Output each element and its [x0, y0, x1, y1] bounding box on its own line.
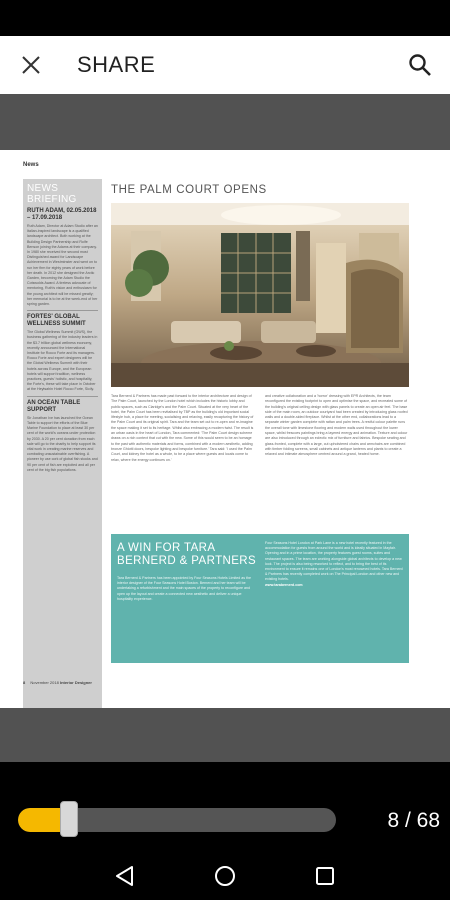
news-briefing-title: NEWS BRIEFING	[27, 183, 77, 205]
teal-box-left-text: Tara Bernerd & Partners has been appointed by Four Seasons Hotels Limited as the interior designer of the Four Seasons Hotel Boston. Bernerd and her team will be undertaking a refurbishment and the main spaces of the property to reconfigure and open up the layout and create a connected new aesthetic and deliver a unique hospitality experience.	[117, 576, 252, 601]
document-viewer[interactable]	[0, 94, 450, 762]
footer-publication: Interior Designer	[59, 680, 92, 685]
sidebar-item-text: Sir Jonathan Ive has launched the Ocean Table to support the efforts of the Blue Marine Foundation to place at least 30 per cent of the world's oceans under protection by 2030. A 20 per cent donation from each sale will go to the charity to help support its vital work in creating marine reserves and combating unsustainable overfishing. A pioneer by use cork of global fish stocks and 90 per cent of fish are exploited and all per cent of the big fish populations.	[27, 415, 98, 472]
app-bar	[0, 36, 450, 94]
viewer-bottom-margin	[0, 708, 450, 762]
status-bar	[0, 0, 450, 36]
article-column-2: and creative collaboration and a 'horror' dressing with EPR Architects, the team reconfigured the existing footprint to open and optimise the space, and recreated some of the building's original ceiling design with glass panels to create an open air feel. The base side of the main room, an outdoor courtyard had been created by introducing glass roofed walls and a double-sided fireplace. Whilst at the other end, collaborations lead to a separate winter garden complete with rattan and palm trees. A restful colour palette runs the overall tone with limestone flooring and modern walls used throughout the lower space, whilst frescoes paintings bring a layered energy and animation. Texture and colour are also introduced through an eclectic mix of furniture and fabrics. Bespoke seating and glass-fronted, complete with a large, cut upholstered chairs and armchairs are combined with timber folding screens, small cabinets and antique lanterns and plants to create a relaxed and intimate atmosphere centred around a grand, heated home.	[265, 394, 408, 457]
page-counter: 8 / 68	[387, 809, 440, 832]
teal-box-right-text: Four Seasons Hotel London at Park Lane is a new hotel recently featured in the accommodation for guests from around the world and is ideally situated in Mayfair. Opening and in a prime location, the property features guest rooms, suites and restaurant spaces. The team are working alongside global architects to develop a new look. The project is also being reworked to reflect, and to bring the best of its environment to ensure it remains one of London's most renowned hotels. Tara Bernerd & Partners has recently completed work on The Principal London and other new and existing hotels.	[265, 541, 403, 582]
viewer-top-margin	[0, 94, 450, 150]
close-button[interactable]	[11, 45, 51, 85]
article-column-1: Tara Bernerd & Partners has made past forward to the interior architecture and design of The Palm Court, launched by the London hotel which includes the historic lobby and public spaces, such as Claridge's and the Palm Court. Situated at the very heart of the hotel, the Palm Court has been revitalised by TBP as the building's old important social lifestyle hub, a place for meeting, socialising and relaxing, easily recapturing the history of the Palm Court and its original spirit. Tara and the team set out to re-open and re-imagine the space making it set to its heritage. Whilst also embracing a modern twist. The result is an urban oasis in the heart of London, Tara commented: 'The Palm Court design scheme draws on a rich context that cut with the new. Some of this would seem to be an homage to the past with authentic materials and forms, combined with a modern aesthetic, adding bronze Ghiotti doors, bespoke lighting and bespoke furniture.' Tara said: 'I used the Palm Court, and kidney the hotel as a whole, to be a place where guests and locals come to relax, where the energy continues on.'	[111, 394, 254, 462]
article-title: THE PALM COURT OPENS	[111, 184, 267, 196]
sidebar-item-text: Ruth Adam, Director at Adam Studio after an Italian-inspired landscape is a qualified landscape architect. Both working at the Building Design Partnership and Rolfe Benson joining the Adams at their company. In 1980 she received the second most Distinguished award for Landscape Achievement in Westminster and went on to run her firm for eighty years of work before her death. In 2012 she designed the Arctic Garden, becoming the Adam Studio the Cotswolds Award. A tireless advocate of mentoring, Ruth's vision and enthusiasm for the young architect will be missed greatly; her memorial is to be at the week-end of her spring garden.	[27, 224, 98, 307]
teal-box-website: www.tarabernerd.com	[265, 582, 303, 587]
teal-box-right-column	[265, 541, 403, 659]
page-slider-thumb[interactable]	[60, 801, 78, 837]
page-footer	[23, 680, 96, 685]
magazine-page[interactable]	[0, 150, 450, 708]
back-button[interactable]	[112, 863, 138, 889]
teal-box-title: A WIN FOR TARA BERNERD & PARTNERS	[117, 542, 257, 567]
system-nav-bar	[0, 850, 450, 900]
footer-page-number: 8	[23, 680, 26, 685]
footer-date: November 2018	[30, 680, 59, 685]
recents-button[interactable]	[312, 863, 338, 889]
sidebar-item-title: RUTH ADAM, 02.05.2018 – 17.09.2018	[27, 208, 97, 221]
search-button[interactable]	[400, 45, 440, 85]
sidebar-item-text: The Global Wellness Summit (GWS), the business gathering of the industry leaders in the $3.7 trillion global wellness economy, recently announced the International Institute for Rocco Forte and its managers. Rocco Forte and expert designers will be the Global Wellness Summit with their hotels across Europe, and the European hotels will support tradition, wellness practices, guests' holistic, and hospitality, the Forte's, these will take place in October at the Heytsahin Hotel Rocco Forte, Sicily.	[27, 330, 98, 392]
news-briefing-sidebar	[23, 179, 102, 708]
section-label: News	[23, 162, 39, 168]
back-triangle-icon	[114, 865, 136, 887]
home-circle-icon	[214, 865, 236, 887]
divider	[27, 310, 98, 311]
sidebar-item-title: FORTES' GLOBAL WELLNESS SUMMIT	[27, 314, 86, 328]
recents-square-icon	[314, 865, 336, 887]
teal-feature-box	[111, 534, 409, 663]
reader-controls	[0, 762, 450, 850]
sidebar-item-title: AN OCEAN TABLE SUPPORT	[27, 399, 81, 413]
app-title: SHARE	[77, 52, 156, 77]
close-icon	[21, 55, 41, 75]
home-button[interactable]	[212, 863, 238, 889]
divider	[27, 396, 98, 397]
palm-court-photo	[111, 203, 409, 387]
search-icon	[408, 53, 432, 77]
